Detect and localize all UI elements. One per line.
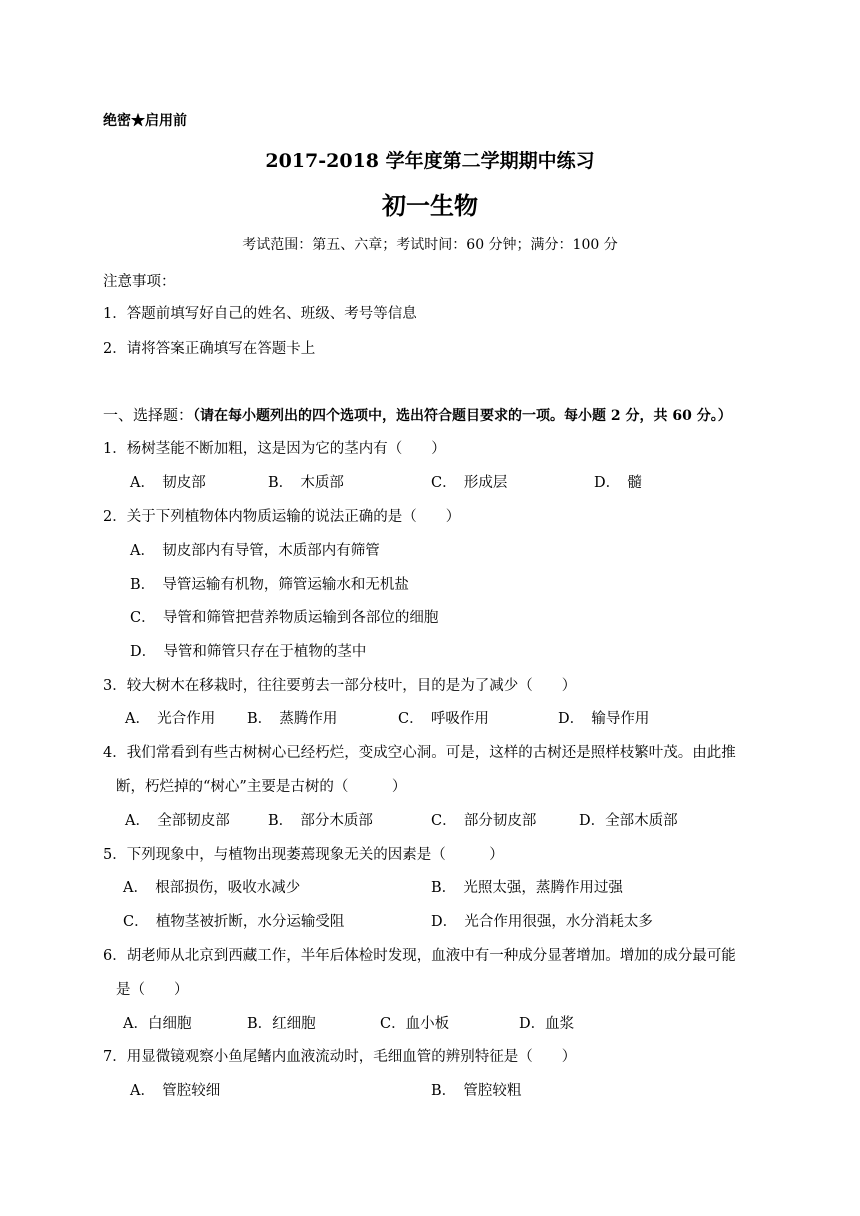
section-description: （请在每小题列出的四个选项中，选出符合题目要求的一项。每小题 2 分，共 60 分。） [193,408,732,424]
option: A．白细胞 [123,1016,192,1032]
option: B． 蒸腾作用 [247,711,338,727]
option: C． 形成层 [431,475,508,491]
option: A． 根部损伤，吸收水减少 [123,880,301,896]
confidential-label: 绝密★启用前 [103,113,187,129]
question-stem: 3．较大树木在移栽时，往往要剪去一部分枝叶，目的是为了减少（ ） [103,678,577,694]
question-stem: 1．杨树茎能不断加粗，这是因为它的茎内有（ ） [103,441,446,457]
option: A． 管腔较细 [130,1083,221,1099]
exam-year-title: 2017-2018 学年度第二学期期中练习 [265,150,595,172]
option: B． 光照太强，蒸腾作用过强 [431,880,623,896]
note-item: 1．答题前填写好自己的姓名、班级、考号等信息 [103,306,417,322]
option: A． 光合作用 [125,711,216,727]
option: B．红细胞 [247,1016,316,1032]
option: A． 韧皮部内有导管，木质部内有筛管 [130,543,380,559]
section-label: 一、选择题： [103,406,194,424]
option: B． 管腔较粗 [431,1083,522,1099]
option: A． 全部韧皮部 [125,813,230,829]
option: C． 导管和筛管把营养物质运输到各部位的细胞 [130,610,439,626]
option: D．全部木质部 [579,813,678,829]
subject-title: 初一生物 [382,191,478,220]
option: C． 部分韧皮部 [431,813,537,829]
section-heading [103,404,732,425]
question-stem: 2．关于下列植物体内物质运输的说法正确的是（ ） [103,509,461,525]
notes-title: 注意事项： [103,274,176,290]
question-stem-continued: 断，朽烂掉的“树心”主要是古树的（ ） [116,779,407,795]
option: D． 导管和筛管只存在于植物的茎中 [130,644,367,660]
note-item: 2．请将答案正确填写在答题卡上 [103,341,316,357]
option: A． 韧皮部 [130,475,206,491]
option: D． 输导作用 [558,711,650,727]
option: B． 导管运输有机物，筛管运输水和无机盐 [130,577,409,593]
question-stem: 6．胡老师从北京到西藏工作，半年后体检时发现，血液中有一种成分显著增加。增加的成分最可能 [103,948,736,964]
question-stem: 5．下列现象中，与植物出现萎蔫现象无关的因素是（ ） [103,847,504,863]
exam-scope: 考试范围：第五、六章；考试时间：60 分钟；满分：100 分 [242,237,618,253]
question-stem: 4．我们常看到有些古树树心已经朽烂，变成空心洞。可是，这样的古树还是照样枝繁叶茂。由此推 [103,745,736,761]
question-stem-continued: 是（ ） [116,982,189,998]
option: D． 髓 [594,475,642,491]
option: C． 呼吸作用 [398,711,489,727]
option: B． 木质部 [268,475,344,491]
option: C．血小板 [380,1016,450,1032]
option: B． 部分木质部 [268,813,373,829]
option: D． 光合作用很强，水分消耗太多 [431,914,653,930]
option: C． 植物茎被折断，水分运输受阻 [123,914,345,930]
question-stem: 7．用显微镜观察小鱼尾鳍内血液流动时，毛细血管的辨别特征是（ ） [103,1049,577,1065]
option: D．血浆 [519,1016,575,1032]
